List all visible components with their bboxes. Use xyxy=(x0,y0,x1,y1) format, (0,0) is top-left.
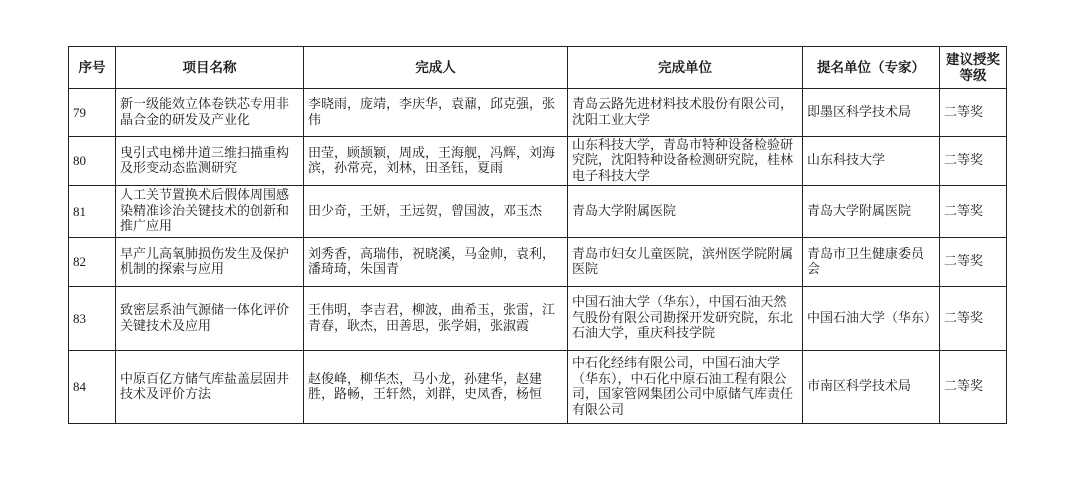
header-row xyxy=(69,47,1007,89)
completing-units: 山东科技大学，青岛市特种设备检验研究院，沈阳特种设备检测研究院，桂林电子科技大学 xyxy=(568,137,803,186)
table-row xyxy=(69,351,1007,424)
nominating-unit: 中国石油大学（华东） xyxy=(803,287,940,351)
award-level: 二等奖 xyxy=(940,287,1007,351)
completers: 刘秀香，高瑞伟，祝晓溪，马金帅，袁利，潘琦琦，朱国青 xyxy=(304,238,568,287)
completers: 赵俊峰，柳华杰，马小龙，孙建华，赵建胜，路畅，王轩然，刘群，史凤香，杨恒 xyxy=(304,351,568,424)
table-row xyxy=(69,287,1007,351)
awards-table xyxy=(68,46,1007,424)
table-row xyxy=(69,186,1007,238)
row-number: 83 xyxy=(69,287,116,351)
award-level: 二等奖 xyxy=(940,137,1007,186)
row-number: 79 xyxy=(69,89,116,137)
project-name: 早产儿高氧肺损伤发生及保护机制的探索与应用 xyxy=(116,238,304,287)
row-number: 82 xyxy=(69,238,116,287)
project-name: 致密层系油气源储一体化评价关键技术及应用 xyxy=(116,287,304,351)
project-name: 新一级能效立体卷铁芯专用非晶合金的研发及产业化 xyxy=(116,89,304,137)
row-number: 84 xyxy=(69,351,116,424)
nominating-unit: 青岛市卫生健康委员会 xyxy=(803,238,940,287)
completers: 李晓雨，庞靖，李庆华，袁鼐，邱克强，张伟 xyxy=(304,89,568,137)
header-level: 建议授奖等级 xyxy=(940,47,1007,89)
completing-units: 中石化经纬有限公司，中国石油大学（华东），中石化中原石油工程有限公司，国家管网集团公司中原储气库责任有限公司 xyxy=(568,351,803,424)
project-name: 人工关节置换术后假体周围感染精准诊治关键技术的创新和推广应用 xyxy=(116,186,304,238)
completing-units: 青岛云路先进材料技术股份有限公司，沈阳工业大学 xyxy=(568,89,803,137)
award-level: 二等奖 xyxy=(940,351,1007,424)
table-row xyxy=(69,89,1007,137)
header-nominator: 提名单位（专家） xyxy=(803,47,940,89)
award-level: 二等奖 xyxy=(940,186,1007,238)
completing-units: 青岛大学附属医院 xyxy=(568,186,803,238)
project-name: 曳引式电梯井道三维扫描重构及形变动态监测研究 xyxy=(116,137,304,186)
table-row xyxy=(69,137,1007,186)
header-unit: 完成单位 xyxy=(568,47,803,89)
nominating-unit: 即墨区科学技术局 xyxy=(803,89,940,137)
row-number: 80 xyxy=(69,137,116,186)
completing-units: 青岛市妇女儿童医院，滨州医学院附属医院 xyxy=(568,238,803,287)
nominating-unit: 市南区科学技术局 xyxy=(803,351,940,424)
table-row xyxy=(69,238,1007,287)
header-people: 完成人 xyxy=(304,47,568,89)
header-project: 项目名称 xyxy=(116,47,304,89)
award-level: 二等奖 xyxy=(940,238,1007,287)
row-number: 81 xyxy=(69,186,116,238)
header-num: 序号 xyxy=(69,47,116,89)
project-name: 中原百亿方储气库盐盖层固井技术及评价方法 xyxy=(116,351,304,424)
completers: 王伟明，李吉君，柳波，曲希玉，张雷，江青春，耿杰，田善思，张学娟，张淑霞 xyxy=(304,287,568,351)
completing-units: 中国石油大学（华东），中国石油天然气股份有限公司勘探开发研究院，东北石油大学，重庆科技学院 xyxy=(568,287,803,351)
completers: 田莹，顾颉颖，周成，王海舰，冯辉，刘海滨，孙常亮，刘林，田圣钰，夏雨 xyxy=(304,137,568,186)
award-level: 二等奖 xyxy=(940,89,1007,137)
nominating-unit: 山东科技大学 xyxy=(803,137,940,186)
completers: 田少奇，王妍，王远贺，曾国波，邓玉杰 xyxy=(304,186,568,238)
nominating-unit: 青岛大学附属医院 xyxy=(803,186,940,238)
